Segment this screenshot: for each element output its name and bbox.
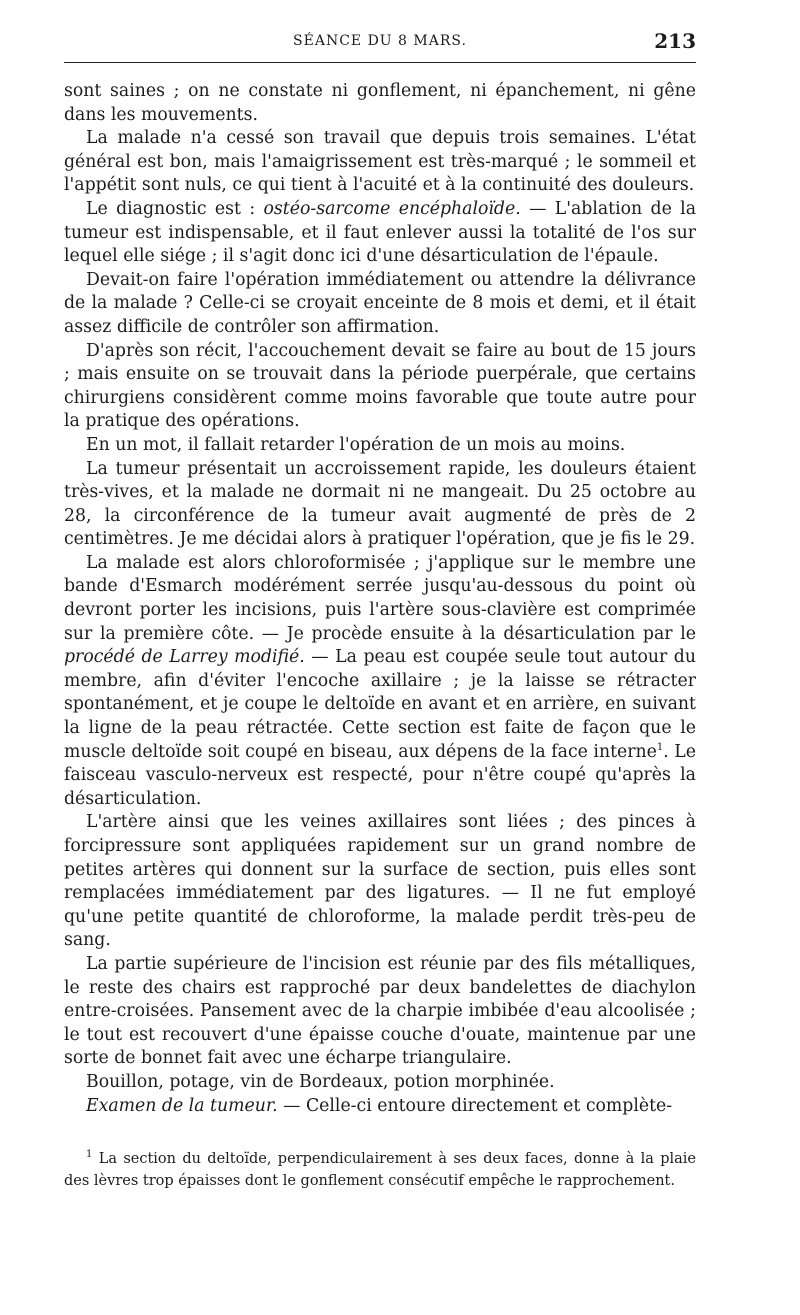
- text-run: — La peau est coupée seule tout autour du membre, afin d'éviter l'encoche axillaire ; je la laisse se rétracter spontanément, et je coupe le deltoïde en avant et en arrière, en suivant la ligne de la peau rétractée. Cette section est faite de façon que le muscle deltoïde soit coupé en biseau, aux dépens de la face interne: [64, 647, 696, 762]
- italic-text: ostéo-sarcome encéphaloïde.: [263, 198, 521, 219]
- text-run: . Le faisceau vasculo-nerveux est respecté, pour n'être coupé qu'après la désarticulation.: [64, 741, 696, 809]
- text-run: Devait-on faire l'opération immédiatement ou attendre la délivrance de la malade ? Celle-ci se croyait enceinte de 8 mois et demi, et il était assez difficile de contrôler son affirmation.: [64, 269, 696, 337]
- paragraph: [64, 269, 696, 340]
- text-run: L'artère ainsi que les veines axillaires sont liées ; des pinces à forcipressure sont appliquées rapidement sur un grand nombre de petites artères qui donnent sur la surface de section, puis elles sont remplacées immédiatement par des ligatures. — Il ne fut employé qu'une petite quantité de chloroforme, la malade perdit très-peu de sang.: [64, 812, 696, 951]
- footnote-paragraph: [64, 1148, 696, 1192]
- paragraph: [64, 198, 696, 269]
- paragraph: [64, 458, 696, 552]
- paragraph: [64, 340, 696, 434]
- paragraph: [64, 434, 696, 458]
- paragraph: [64, 1095, 696, 1119]
- footnote-marker: 1: [86, 1149, 93, 1161]
- footnote-reference: 1: [656, 741, 664, 753]
- page-header: [64, 30, 696, 63]
- paragraph: [64, 552, 696, 812]
- text-run: La tumeur présentait un accroissement rapide, les douleurs étaient très-vives, et la malade ne dormait ni ne mangeait. Du 25 octobre au 28, la circonférence de la tumeur avait augmenté de près de 2 centimètres. Je me décidai alors à pratiquer l'opération, que je fis le 29.: [64, 458, 696, 550]
- italic-text: Examen de la tumeur.: [86, 1095, 278, 1116]
- paragraph: [64, 953, 696, 1071]
- text-run: — Celle-ci entoure directement et complète-: [277, 1095, 673, 1116]
- paragraph: [64, 811, 696, 953]
- text-run: La malade est alors chloroformisée ; j'applique sur le membre une bande d'Esmarch modérément serrée jusqu'au-dessous du point où devront porter les incisions, puis l'artère sous-clavière est comprimée sur la première côte. — Je procède ensuite à la désarticulation par le: [64, 552, 696, 644]
- text-run: D'après son récit, l'accouchement devait se faire au bout de 15 jours ; mais ensuite on se trouvait dans la période puerpérale, que certains chirurgiens considèrent comme moins favorable que toute autre pour la pratique des opérations.: [64, 340, 696, 432]
- italic-text: procédé de Larrey modifié.: [64, 647, 305, 668]
- text-run: La partie supérieure de l'incision est réunie par des fils métalliques, le reste des chairs est rapproché par deux bandelettes de diachylon entre-croisées. Pansement avec de la charpie imbibée d'eau alcoolisée ; le tout est recouvert d'une épaisse couche d'ouate, maintenue par une sorte de bonnet fait avec une écharpe triangulaire.: [64, 953, 696, 1069]
- body-text: [64, 80, 696, 1118]
- text-run: En un mot, il fallait retarder l'opération de un mois au moins.: [86, 434, 626, 455]
- text-run: Le diagnostic est :: [86, 198, 264, 219]
- text-run: La malade n'a cessé son travail que depuis trois semaines. L'état général est bon, mais l'amaigrissement est très-marqué ; le sommeil et l'appétit sont nuls, ce qui tient à l'acuité et à la continuité des douleurs.: [64, 128, 696, 196]
- text-run: sont saines ; on ne constate ni gonflement, ni épanchement, ni gêne dans les mouvements.: [64, 81, 696, 125]
- footnote: [64, 1148, 696, 1192]
- running-head: SÉANCE DU 8 MARS.: [293, 33, 467, 49]
- paragraph: [64, 80, 696, 127]
- footnote-text: La section du deltoïde, perpendiculairement à ses deux faces, donne à la plaie des lèvres trop épaisses dont le gonflement consécutif empêche le rapprochement.: [64, 1151, 696, 1189]
- text-run: Bouillon, potage, vin de Bordeaux, potion morphinée.: [86, 1071, 555, 1092]
- paragraph: [64, 127, 696, 198]
- page-number: 213: [654, 29, 696, 53]
- text-run: — L'ablation de la tumeur est indispensable, et il faut enlever aussi la totalité de l'os sur lequel elle siége ; il s'agit donc ici d'une désarticulation de l'épaule.: [64, 198, 696, 267]
- paragraph: [64, 1071, 696, 1095]
